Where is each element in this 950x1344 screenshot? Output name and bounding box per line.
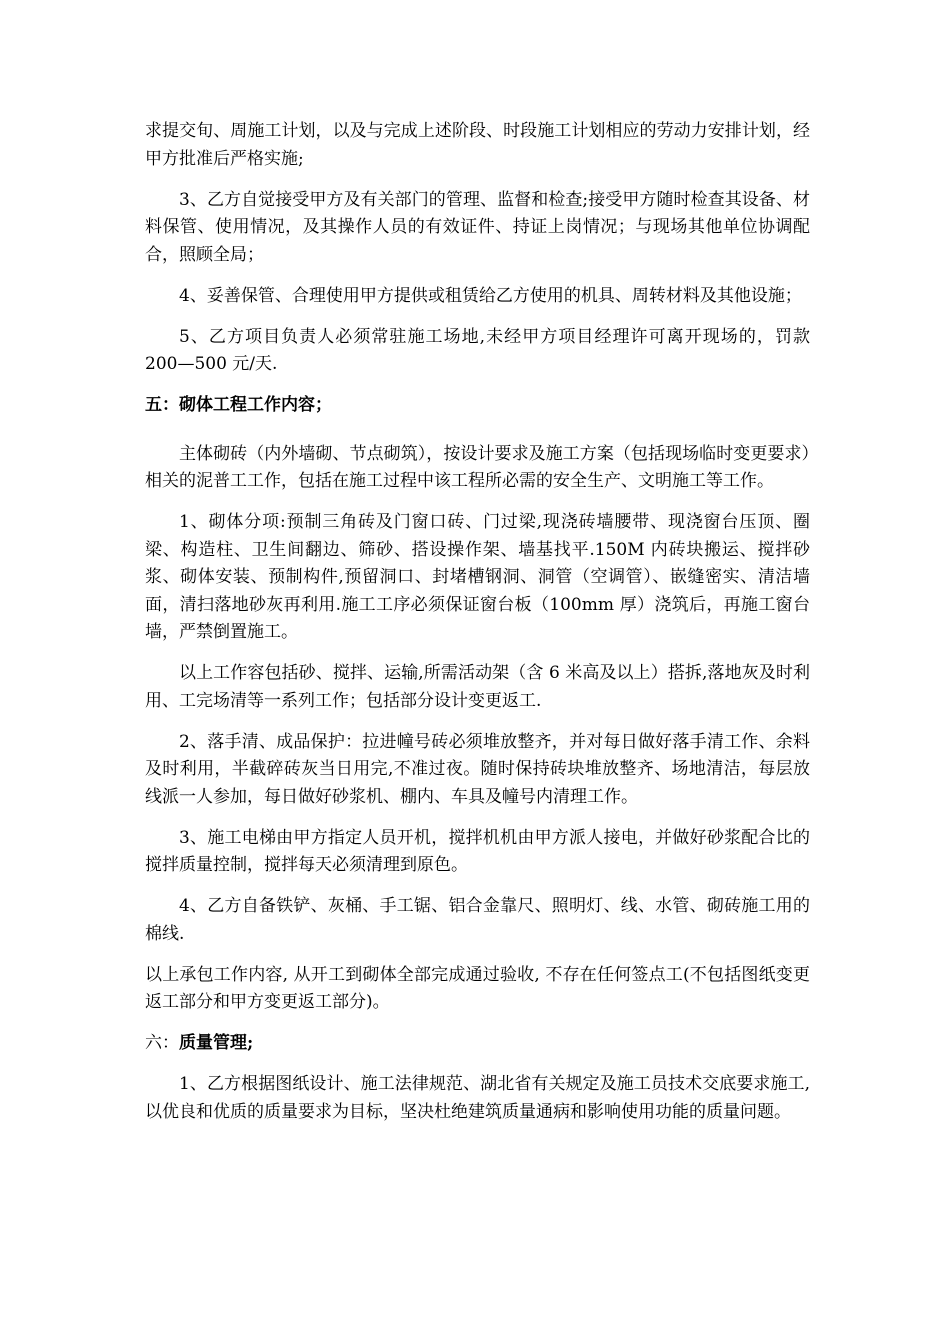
paragraph-masonry-item-2: 2、落手清、成品保护：拉进幢号砖必须堆放整齐，并对每日做好落手清工作、余料及时利用，半截碎砖灰当日用完,不准过夜。随时保持砖块堆放整齐、场地清洁，每层放线派一人参加，每日做好砂浆机、棚内、车具及幢号内清理工作。: [145, 731, 810, 807]
section-heading-5: [145, 392, 810, 420]
section-title: 砌体工程工作内容；: [179, 395, 332, 415]
section-number: 五：: [145, 395, 179, 415]
paragraph-masonry-intro: 主体砌砖（内外墙砌、节点砌筑），按设计要求及施工方案（包括现场临时变更要求）相关的泥普工工作，包括在施工过程中该工程所必需的安全生产、文明施工等工作。: [145, 443, 810, 491]
paragraph-quality-item-1: 1、乙方根据图纸设计、施工法律规范、湖北省有关规定及施工员技术交底要求施工,以优良和优质的质量要求为目标，坚决杜绝建筑质量通病和影响使用功能的质量问题。: [145, 1074, 810, 1122]
section-heading-6: [145, 1030, 810, 1058]
paragraph-masonry-scope: 以上工作容包括砂、搅拌、运输,所需活动架（含 6 米高及以上）搭拆,落地灰及时利用、工完场清等一系列工作；包括部分设计变更返工.: [145, 663, 810, 711]
paragraph-masonry-item-4: 4、乙方自备铁铲、灰桶、手工锯、铝合金靠尺、照明灯、线、水管、砌砖施工用的棉线.: [145, 896, 810, 944]
paragraph-item-4: 4、妥善保管、合理使用甲方提供或租赁给乙方使用的机具、周转材料及其他设施；: [179, 285, 802, 306]
paragraph-item-3: 3、乙方自觉接受甲方及有关部门的管理、监督和检查;接受甲方随时检查其设备、材料保管、使用情况，及其操作人员的有效证件、持证上岗情况；与现场其他单位协调配合，照顾全局；: [145, 189, 810, 265]
paragraph-masonry-summary: 以上承包工作内容, 从开工到砌体全部完成通过验收, 不存在任何签点工(不包括图纸变更返工部分和甲方变更返工部分)。: [145, 964, 810, 1012]
paragraph-item-5: 5、乙方项目负责人必须常驻施工场地,未经甲方项目经理许可离开现场的，罚款 200—500 元/天.: [145, 326, 810, 374]
section-title: 质量管理;: [179, 1033, 254, 1053]
section-number: 六：: [145, 1033, 179, 1053]
paragraph-masonry-item-3: 3、施工电梯由甲方指定人员开机，搅拌机机由甲方派人接电，并做好砂浆配合比的搅拌质量控制，搅拌每天必须清理到原色。: [145, 827, 810, 875]
document-body: [145, 118, 810, 1140]
paragraph-masonry-item-1: 1、砌体分项:预制三角砖及门窗口砖、门过梁,现浇砖墙腰带、现浇窗台压顶、圈梁、构造柱、卫生间翻边、筛砂、搭设操作架、墙基找平.150M 内砖块搬运、搅拌砂浆、砌体安装、预制构件,预留洞口、封堵槽钢洞、洞管（空调管）、嵌缝密实、清洁墙面，清扫落地砂灰再利用.施工工序必须保证窗台板（100mm 厚）浇筑后，再施工窗台墙，严禁倒置施工。: [145, 512, 810, 642]
paragraph-continuation: 求提交旬、周施工计划，以及与完成上述阶段、时段施工计划相应的劳动力安排计划，经甲方批准后严格实施;: [145, 121, 810, 169]
